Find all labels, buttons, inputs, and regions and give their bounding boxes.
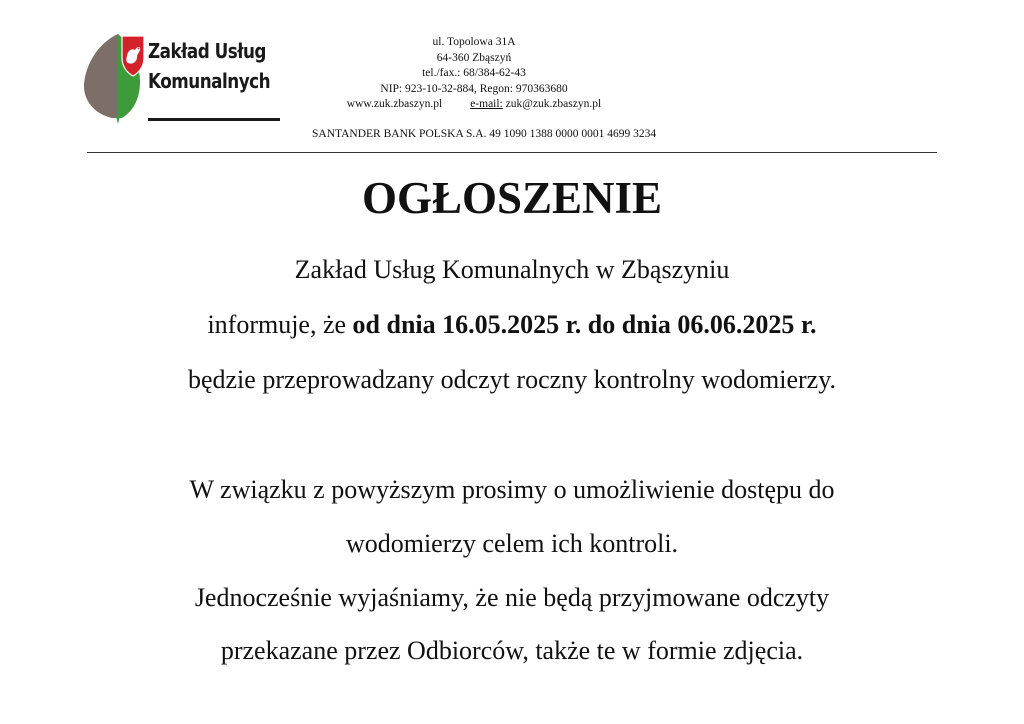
notice-line-2-prefix: informuje, że <box>207 310 353 339</box>
contact-street: ul. Topolowa 31A <box>432 36 516 48</box>
contact-phone: tel./fax.: 68/384-62-43 <box>422 67 526 79</box>
header-divider <box>87 152 937 153</box>
notice-line-5: wodomierzy celem ich kontroli. <box>345 529 679 558</box>
logo-line1: Zakład Usług <box>148 39 266 63</box>
notice-title: OGŁOSZENIE <box>361 173 663 223</box>
logo-underline <box>148 118 280 121</box>
logo-line2: Komunalnych <box>148 69 271 93</box>
email-link[interactable]: zuk@zuk.zbaszyn.pl <box>505 98 602 110</box>
notice-line-2 <box>0 308 1024 342</box>
contact-postal-city: 64-360 Zbąszyń <box>436 51 512 64</box>
notice-line-1: Zakład Usług Komunalnych w Zbąszyniu <box>294 255 730 284</box>
email-label: e-mail: <box>470 98 503 110</box>
logo-wordmark <box>148 36 270 96</box>
notice-line-4: W związku z powyższym prosimy o umożliwienie dostępu do <box>189 475 835 504</box>
bank-account: SANTANDER BANK POLSKA S.A. 49 1090 1388 0000 0001 4699 3234 <box>312 128 657 140</box>
notice-line-7: przekazane przez Odbiorców, także te w formie zdjęcia. <box>220 636 804 665</box>
website-link[interactable]: www.zuk.zbaszyn.pl <box>346 98 443 110</box>
notice-line-6: Jednocześnie wyjaśniamy, że nie będą przyjmowane odczyty <box>194 583 830 612</box>
contact-block <box>300 35 648 113</box>
company-logo <box>82 28 282 124</box>
notice-date-range: od dnia 16.05.2025 r. do dnia 06.06.2025 r. <box>352 310 817 339</box>
contact-nip-regon: NIP: 923-10-32-884, Regon: 970363680 <box>380 82 568 95</box>
notice-line-3: będzie przeprowadzany odczyt roczny kontrolny wodomierzy. <box>187 365 837 394</box>
contact-web-row <box>300 97 648 113</box>
leaf-shield-icon <box>82 28 152 124</box>
